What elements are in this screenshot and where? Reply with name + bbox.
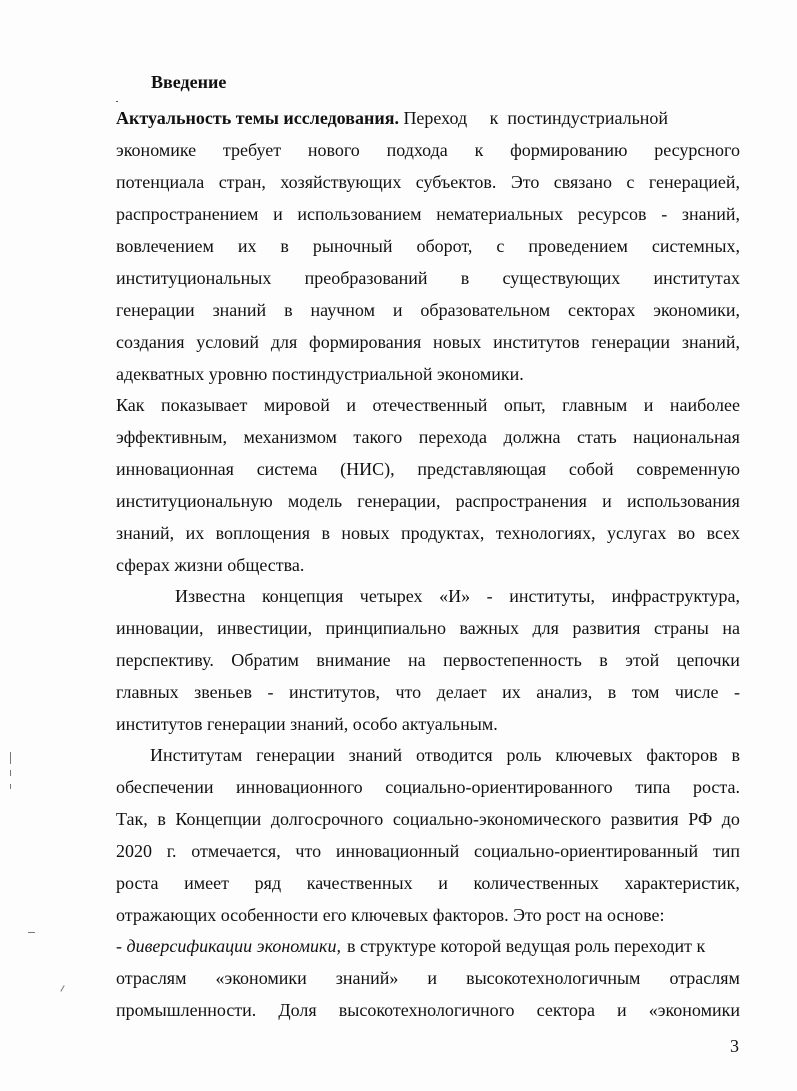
word: числе (674, 682, 719, 702)
word: Доля (278, 1000, 317, 1020)
word: на (722, 618, 740, 638)
paragraph-line (175, 584, 740, 608)
word: знаний, (116, 523, 175, 543)
scan-mark (116, 101, 118, 102)
word: преобразований (304, 268, 428, 288)
word: до (721, 809, 740, 829)
word: современную (636, 459, 740, 479)
paragraph-line (116, 616, 740, 640)
paragraph-line (116, 106, 740, 130)
scan-mark (10, 752, 11, 764)
word: первостепенность (443, 650, 582, 670)
word: и (643, 395, 654, 415)
word: национальная (633, 427, 740, 447)
word: формированию (510, 140, 628, 160)
word: социально-экономического (392, 809, 602, 829)
word: образовательном (420, 300, 551, 320)
word: (НИС), (340, 459, 395, 479)
word: институты, (509, 586, 596, 606)
word: ключевых (555, 745, 633, 765)
word: высокотехнологичным (466, 968, 641, 988)
paragraph-line (116, 489, 740, 513)
word: показывает (161, 395, 248, 415)
word: «экономики (215, 968, 307, 988)
word: анализ, (536, 682, 593, 702)
word: социально-ориентированного (385, 777, 613, 797)
word: научном (310, 300, 375, 320)
word: и (602, 491, 612, 511)
paragraph-line (116, 298, 740, 322)
paragraph-line (116, 871, 740, 895)
word: роста. (692, 777, 740, 797)
word: стать (576, 427, 617, 447)
word: принципиально (325, 618, 447, 638)
scan-mark (60, 985, 64, 992)
word: генерацией, (648, 172, 740, 192)
word: генерации (591, 332, 671, 352)
word: система (256, 459, 318, 479)
word: использованием (297, 204, 422, 224)
word: связано (553, 172, 612, 192)
word: распространения (455, 491, 587, 511)
word: знаний» (335, 968, 399, 988)
word: распространением (116, 204, 259, 224)
word: новых (433, 332, 482, 352)
word: представляющая (417, 459, 547, 479)
paragraph-line (116, 839, 740, 863)
paragraph-line (116, 807, 740, 831)
word: требует (222, 140, 282, 160)
paragraph-line (116, 457, 740, 481)
word: том (631, 682, 660, 702)
section-heading: Введение (151, 72, 227, 92)
word: «И» (439, 586, 471, 606)
word: Институтам (150, 745, 243, 765)
word: главных (116, 682, 179, 702)
word: их (502, 682, 521, 702)
word: формирования (309, 332, 422, 352)
word: «экономики (648, 1000, 740, 1020)
scan-mark (10, 770, 11, 776)
word: наиболее (669, 395, 740, 415)
word: институциональных (116, 268, 272, 288)
word: хозяйствующих (280, 172, 402, 192)
paragraph-line: институтов генерации знаний, особо актуальным. (116, 714, 498, 734)
paragraph-line (116, 998, 740, 1022)
paragraph-line: сферах жизни общества. (116, 555, 305, 575)
word: услугах (607, 523, 667, 543)
word: важных (459, 618, 519, 638)
word: продуктах, (401, 523, 485, 543)
word: в (280, 236, 289, 256)
word: секторах (568, 300, 636, 320)
word: ресурсного (654, 140, 740, 160)
word: ряд (254, 873, 282, 893)
word: промышленности. (116, 1000, 257, 1020)
word: типа (635, 777, 671, 797)
word: Известна (175, 586, 246, 606)
word: генерации, (357, 491, 441, 511)
word: опыт, (503, 395, 546, 415)
word: знаний (348, 745, 403, 765)
paragraph-line (116, 202, 740, 226)
word: развития (572, 618, 641, 638)
lead-rest-text: Переход к постиндустриальной (398, 108, 669, 128)
word: оборот, (416, 236, 473, 256)
page-number: 3 (730, 1036, 739, 1056)
word: высокотехнологичного (338, 1000, 515, 1020)
paragraph-line (150, 743, 740, 767)
word: социально-ориентированный (473, 841, 699, 861)
word: институтах (653, 268, 740, 288)
word: количественных (473, 873, 599, 893)
word: с (626, 172, 635, 192)
word: институциональную (116, 491, 273, 511)
word: субъектов. (415, 172, 497, 192)
word: инфраструктура, (611, 586, 740, 606)
word: их (185, 523, 205, 543)
word: новых (341, 523, 390, 543)
paragraph-line (116, 966, 740, 990)
word: экономике (116, 140, 197, 160)
word: в (599, 650, 608, 670)
word: воплощения (215, 523, 311, 543)
word: генерации (116, 300, 195, 320)
word: и (427, 968, 438, 988)
scan-mark (10, 784, 11, 789)
word: Это (510, 172, 540, 192)
word: концепция (261, 586, 344, 606)
word: страны (654, 618, 709, 638)
scan-mark (28, 932, 35, 933)
word: долгосрочного (270, 809, 384, 829)
word: - (661, 204, 668, 224)
paragraph-line (116, 234, 740, 258)
word: - (267, 682, 274, 702)
word: инновационная (116, 459, 234, 479)
word: создания (116, 332, 185, 352)
word: потенциала (116, 172, 205, 192)
word: собой (568, 459, 614, 479)
word: генерации (256, 745, 335, 765)
word: отводится (416, 745, 493, 765)
word: знаний, (681, 204, 740, 224)
word: экономики, (653, 300, 740, 320)
word: отраслям (669, 968, 740, 988)
word: стран, (218, 172, 266, 192)
word: г. (166, 841, 177, 861)
word: Как (116, 395, 145, 415)
word: использования (626, 491, 740, 511)
word: роста (116, 873, 159, 893)
word: этой (625, 650, 660, 670)
word: условий (196, 332, 260, 352)
word: должна (503, 427, 561, 447)
word: и (617, 1000, 627, 1020)
word: в (460, 268, 470, 288)
word: перспективу. (116, 650, 214, 670)
word: механизмом (243, 427, 337, 447)
word: сектора (536, 1000, 595, 1020)
paragraph-line (116, 170, 740, 194)
word: факторов (646, 745, 718, 765)
word: звеньев (194, 682, 252, 702)
word: 2020 (116, 841, 152, 861)
word: инновационного (236, 777, 363, 797)
word: главным (562, 395, 628, 415)
word: отраслям (116, 968, 187, 988)
paragraph-line (116, 680, 740, 704)
paragraph-line: отражающих особенности его ключевых факторов. Это рост на основе: (116, 905, 665, 925)
word: развития (610, 809, 679, 829)
word: ресурсов (577, 204, 647, 224)
word: для (532, 618, 559, 638)
word: технологиях, (495, 523, 596, 543)
paragraph-line (116, 393, 740, 417)
word: и (273, 204, 283, 224)
word: и (438, 873, 448, 893)
word: и (346, 395, 357, 415)
word: их (237, 236, 257, 256)
word: в (284, 300, 293, 320)
italic-lead-text: - диверсификации экономики, (116, 936, 341, 956)
word: - (486, 586, 493, 606)
word: что (395, 682, 422, 702)
word: во (677, 523, 696, 543)
word: проведением (528, 236, 628, 256)
word: для (270, 332, 298, 352)
word: Так, (116, 809, 148, 829)
word: институтов (493, 332, 580, 352)
word: что (295, 841, 322, 861)
word: Обратим (231, 650, 299, 670)
word: Концепции (175, 809, 262, 829)
word: РФ (688, 809, 713, 829)
paragraph-line (116, 138, 740, 162)
word: характеристик, (624, 873, 740, 893)
lead-bold-text: Актуальность темы исследования. (116, 108, 399, 128)
paragraph-line (116, 425, 740, 449)
word: внимание (316, 650, 391, 670)
word: инвестиции, (217, 618, 313, 638)
word: знаний (212, 300, 267, 320)
paragraph-line (116, 521, 740, 545)
word: мировой (263, 395, 330, 415)
word: качественных (306, 873, 413, 893)
word: перехода (418, 427, 488, 447)
first-rest-text: в структуре которой ведущая роль переходит к (346, 936, 706, 956)
word: роль (506, 745, 542, 765)
word: на (408, 650, 426, 670)
word: в (731, 745, 740, 765)
word: цепочки (676, 650, 740, 670)
word: подхода (386, 140, 448, 160)
word: вовлечением (116, 236, 214, 256)
word: обеспечении (116, 777, 214, 797)
paragraph-line (116, 934, 740, 958)
word: такого (353, 427, 403, 447)
paragraph-line (116, 648, 740, 672)
word: имеет (184, 873, 230, 893)
word: в (321, 523, 330, 543)
paragraph-line (116, 775, 740, 799)
word: нового (307, 140, 360, 160)
word: инновационный (335, 841, 460, 861)
paragraph-line (116, 266, 740, 290)
word: и (392, 300, 403, 320)
word: в (607, 682, 617, 702)
word: эффективным, (116, 427, 227, 447)
word: нематериальных (436, 204, 564, 224)
word: к (474, 140, 484, 160)
word: модель (287, 491, 343, 511)
word: институтов, (288, 682, 380, 702)
word: с (496, 236, 505, 256)
word: делает (436, 682, 487, 702)
word: тип (712, 841, 740, 861)
paragraph-line (116, 330, 740, 354)
word: существующих (502, 268, 621, 288)
word: всех (706, 523, 740, 543)
word: четырех (359, 586, 423, 606)
word: отмечается, (191, 841, 281, 861)
word: - (734, 682, 740, 702)
word: системных, (651, 236, 740, 256)
word: инновации, (116, 618, 204, 638)
paragraph-line: адекватных уровню постиндустриальной экономики. (116, 364, 524, 384)
word: рыночный (312, 236, 393, 256)
word: отечественный (372, 395, 488, 415)
word: знаний, (681, 332, 740, 352)
word: в (157, 809, 166, 829)
